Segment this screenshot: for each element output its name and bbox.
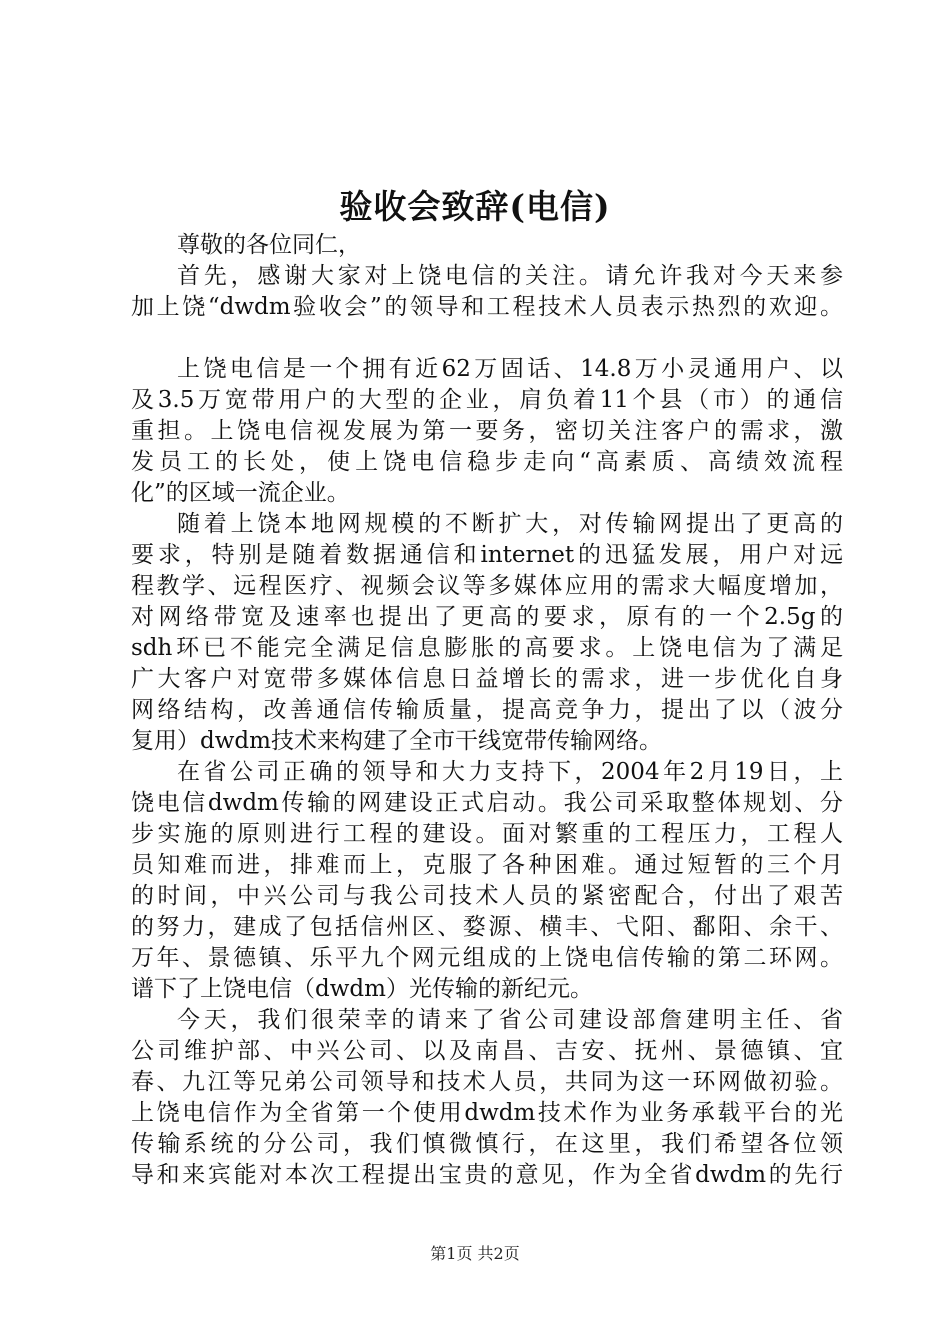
text-line: 网络结构，改善通信传输质量，提高竞争力，提出了以（波分 bbox=[131, 697, 843, 723]
document-title: 验收会致辞(电信) bbox=[339, 187, 611, 226]
page-footer: 第1页 共2页 bbox=[430, 1244, 520, 1263]
text-line: 上饶电信作为全省第一个使用dwdm技术作为业务承载平台的光 bbox=[131, 1100, 843, 1126]
text-line: 重担。上饶电信视发展为第一要务，密切关注客户的需求，激 bbox=[131, 418, 843, 444]
text-line: sdh环已不能完全满足信息膨胀的高要求。上饶电信为了满足 bbox=[131, 635, 843, 661]
text-line: 要求，特别是随着数据通信和internet的迅猛发展，用户对远 bbox=[131, 542, 843, 568]
text-line: 公司维护部、中兴公司、以及南昌、吉安、抚州、景德镇、宜 bbox=[131, 1038, 843, 1064]
text-line: 对网络带宽及速率也提出了更高的要求，原有的一个2.5g的 bbox=[131, 604, 843, 630]
blank-line bbox=[131, 323, 843, 354]
text-line: 首先，感谢大家对上饶电信的关注。请允许我对今天来参 bbox=[177, 263, 843, 289]
text-line: 导和来宾能对本次工程提出宝贵的意见，作为全省dwdm的先行 bbox=[131, 1162, 843, 1188]
text-line: 程教学、远程医疗、视频会议等多媒体应用的需求大幅度增加， bbox=[131, 573, 843, 599]
text-line: 传输系统的分公司，我们慎微慎行，在这里，我们希望各位领 bbox=[131, 1131, 843, 1157]
text-line: 及3.5万宽带用户的大型的企业，肩负着11个县（市）的通信 bbox=[131, 387, 843, 413]
text-line: 上饶电信是一个拥有近62万固话、14.8万小灵通用户、以 bbox=[177, 356, 843, 382]
text-line: 化”的区域一流企业。 bbox=[131, 480, 350, 506]
text-line: 万年、景德镇、乐平九个网元组成的上饶电信传输的第二环网。 bbox=[131, 945, 843, 971]
text-line: 的时间，中兴公司与我公司技术人员的紧密配合，付出了艰苦 bbox=[131, 883, 843, 909]
text-line: 在省公司正确的领导和大力支持下，2004年2月19日，上 bbox=[177, 759, 843, 785]
text-line: 发员工的长处，使上饶电信稳步走向“高素质、高绩效流程 bbox=[131, 449, 843, 475]
text-line: 饶电信dwdm传输的网建设正式启动。我公司采取整体规划、分 bbox=[131, 790, 843, 816]
text-line: 复用）dwdm技术来构建了全市干线宽带传输网络。 bbox=[131, 728, 662, 754]
text-line: 谱下了上饶电信（dwdm）光传输的新纪元。 bbox=[131, 976, 593, 1002]
text-line: 今天，我们很荣幸的请来了省公司建设部詹建明主任、省 bbox=[177, 1007, 843, 1033]
text-line: 广大客户对宽带多媒体信息日益增长的需求，进一步优化自身 bbox=[131, 666, 843, 692]
salutation: 尊敬的各位同仁， bbox=[177, 232, 361, 258]
text-line: 春、九江等兄弟公司领导和技术人员，共同为这一环网做初验。 bbox=[131, 1069, 843, 1095]
text-line: 随着上饶本地网规模的不断扩大，对传输网提出了更高的 bbox=[177, 511, 843, 537]
text-line: 加上饶“dwdm验收会”的领导和工程技术人员表示热烈的欢迎。 bbox=[131, 294, 843, 320]
text-line: 步实施的原则进行工程的建设。面对繁重的工程压力，工程人 bbox=[131, 821, 843, 847]
document-body bbox=[131, 230, 843, 1191]
text-line: 的努力，建成了包括信州区、婺源、横丰、弋阳、鄱阳、余干、 bbox=[131, 914, 843, 940]
text-line: 员知难而进，排难而上，克服了各种困难。通过短暂的三个月 bbox=[131, 852, 843, 878]
